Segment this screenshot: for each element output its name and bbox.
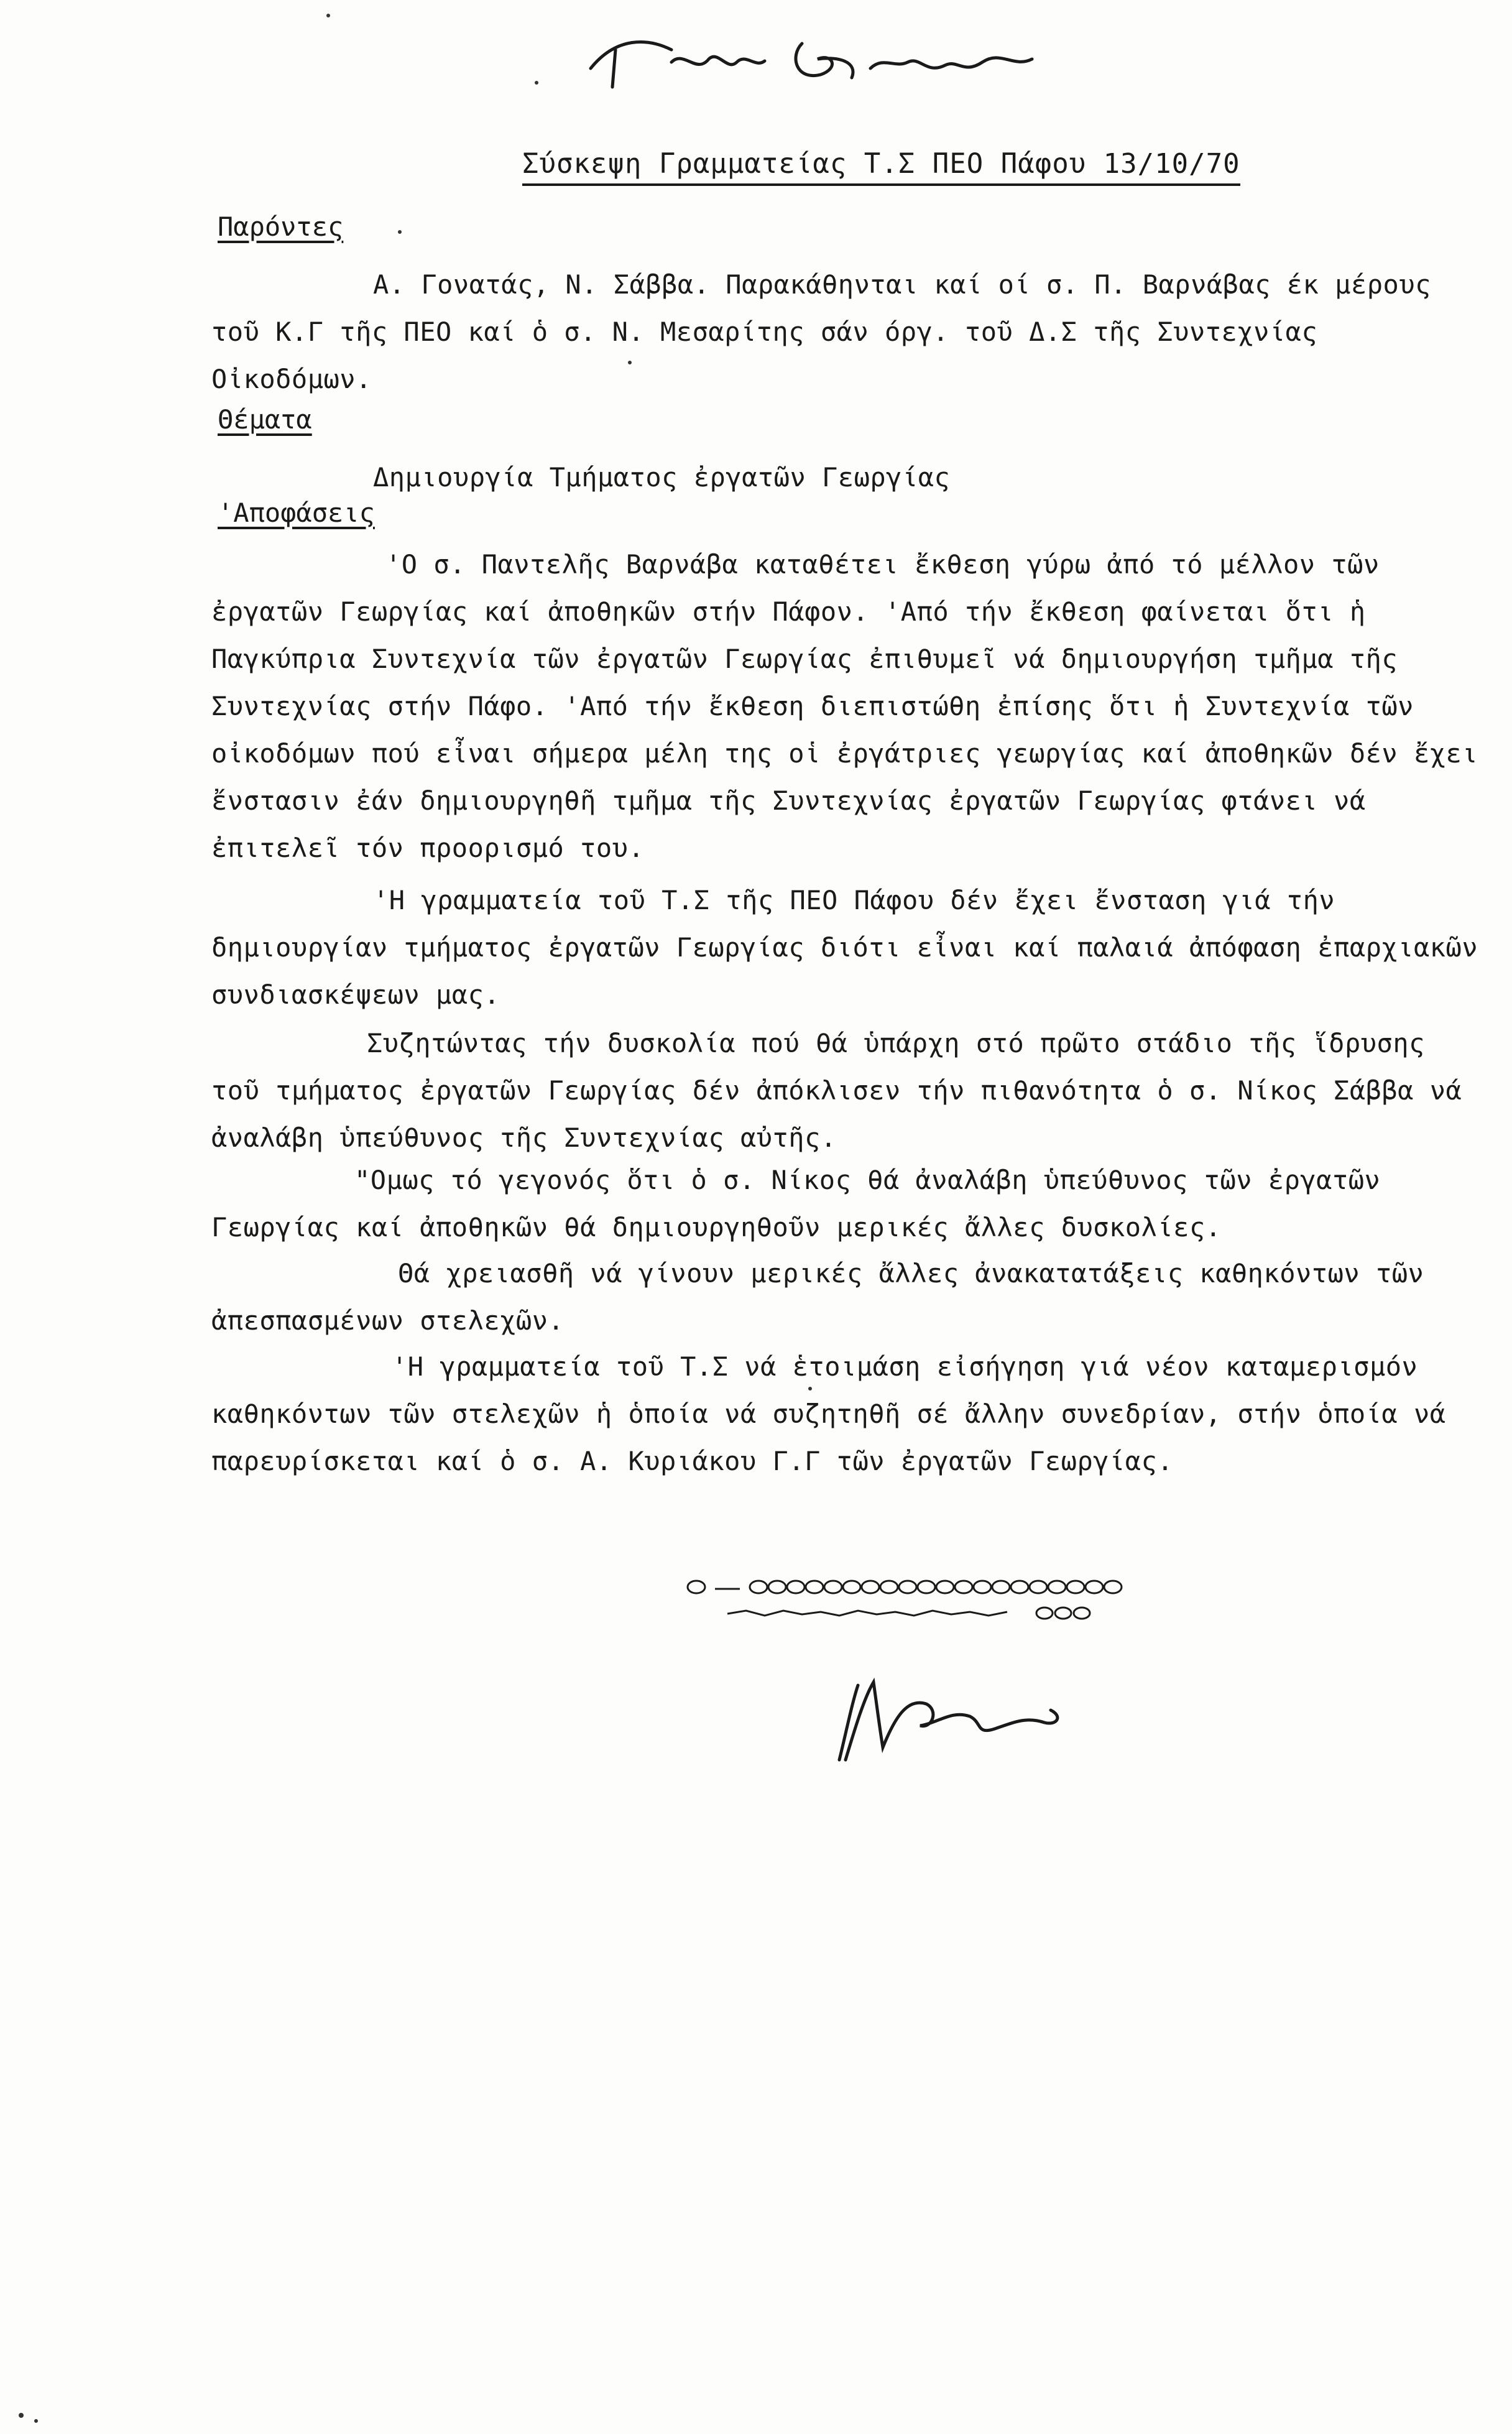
decision-paragraph-6: 'Η γραμματεία τοῦ Τ.Σ νά ἑτοιμάση εἰσήγηση γιά νέον καταμερισμόν καθηκόντων τῶν στελεχῶν ἡ ὁποία νά συζητηθῆ σέ ἄλλην συνεδρίαν, στήν ὁποία νά παρευρίσκεται καί ὁ σ. Α. Κυριάκου Γ.Γ τῶν ἐργατῶν Γεωργίας. (211, 1351, 1462, 1476)
decision-paragraph-4: "Ομως τό γεγονός ὅτι ὁ σ. Νίκος θά ἀναλάβη ὑπεύθυνος τῶν ἐργατῶν Γεωργίας καί ἀποθηκῶν θά δημιουργηθοῦν μερικές ἄλλες δυσκολίες. (211, 1165, 1397, 1242)
scan-speck (326, 14, 330, 17)
scan-speck (535, 81, 538, 85)
signature (821, 1667, 1082, 1772)
stamp-mark (671, 1573, 1156, 1629)
topics-label: Θέματα (218, 404, 312, 435)
decision-paragraph-2: 'Η γραμματεία τοῦ Τ.Σ τῆς ΠΕΟ Πάφου δέν ἔχει ἔνσταση γιά τήν δημιουργίαν τμήματος ἐργατῶν Γεωργίας διότι εἶναι καί παλαιά ἀπόφαση ἐπαρχιακῶν συνδιασκέψεων μας. (211, 885, 1494, 1010)
present-label: Παρόντες (218, 211, 344, 242)
scan-speck (808, 1387, 812, 1391)
present-text: Α. Γονατάς, Ν. Σάββα. Παρακάθηνται καί οί σ. Π. Βαρνάβας έκ μέρους τοῦ Κ.Γ τῆς ΠΕΟ καί ὁ σ. Ν. Μεσαρίτης σάν όργ. τοῦ Δ.Σ τῆς Συντεχνίας Οἰκοδόμων. (211, 269, 1447, 394)
decision-paragraph-3: Συζητώντας τήν δυσκολία πού θά ὑπάρχη στό πρῶτο στάδιο τῆς ἵδρυσης τοῦ τμήματος ἐργατῶν Γεωργίας δέν ἀπόκλισεν τήν πιθανότητα ὁ σ. Νίκος Σάββα νά ἀναλάβη ὑπεύθυνος τῆς Συντεχνίας αὐτῆς. (211, 1028, 1478, 1153)
scan-speck (398, 230, 402, 234)
scan-speck (628, 361, 632, 364)
handwritten-note (578, 25, 1051, 93)
decision-paragraph-1: 'Ο σ. Παντελῆς Βαρνάβα καταθέτει ἔκθεση γύρω ἀπό τό μέλλον τῶν ἐργατῶν Γεωργίας καί ἀποθηκῶν στήν Πάφον. 'Από τήν ἔκθεση φαίνεται ὅτι ἡ Παγκύπρια Συντεχνία τῶν ἐργατῶν Γεωργίας ἐπιθυμεῖ νά δημιουργήση τμῆμα τῆς Συντεχνίας στήν Πάφο. 'Από τήν ἔκθεση διεπιστώθη ἐπίσης ὅτι ἡ Συντεχνία τῶν οἰκοδόμων πού εἶναι σήμερα μέλη της οἱ ἐργάτριες γεωργίας καί ἀποθηκῶν δέν ἔχει ἔνστασιν ἐάν δημιουργηθῆ τμῆμα τῆς Συντεχνίας ἐργατῶν Γεωργίας φτάνει νά ἐπιτελεῖ τόν προορισμό του. (211, 549, 1494, 863)
document-title: Σύσκεψη Γραμματείας Τ.Σ ΠΕΟ Πάφου 13/10/70 (522, 148, 1240, 186)
topics-text: Δημιουργία Τμήματος ἐργατῶν Γεωργίας (373, 462, 951, 493)
decision-paragraph-5: Θά χρειασθῆ νά γίνουν μερικές ἄλλες ἀνακατατάξεις καθηκόντων τῶν ἀπεσπασμένων στελεχῶν. (211, 1258, 1441, 1336)
scan-speck (34, 2419, 38, 2423)
decisions-label: 'Αποφάσεις (218, 497, 375, 528)
scan-speck (19, 2413, 24, 2418)
